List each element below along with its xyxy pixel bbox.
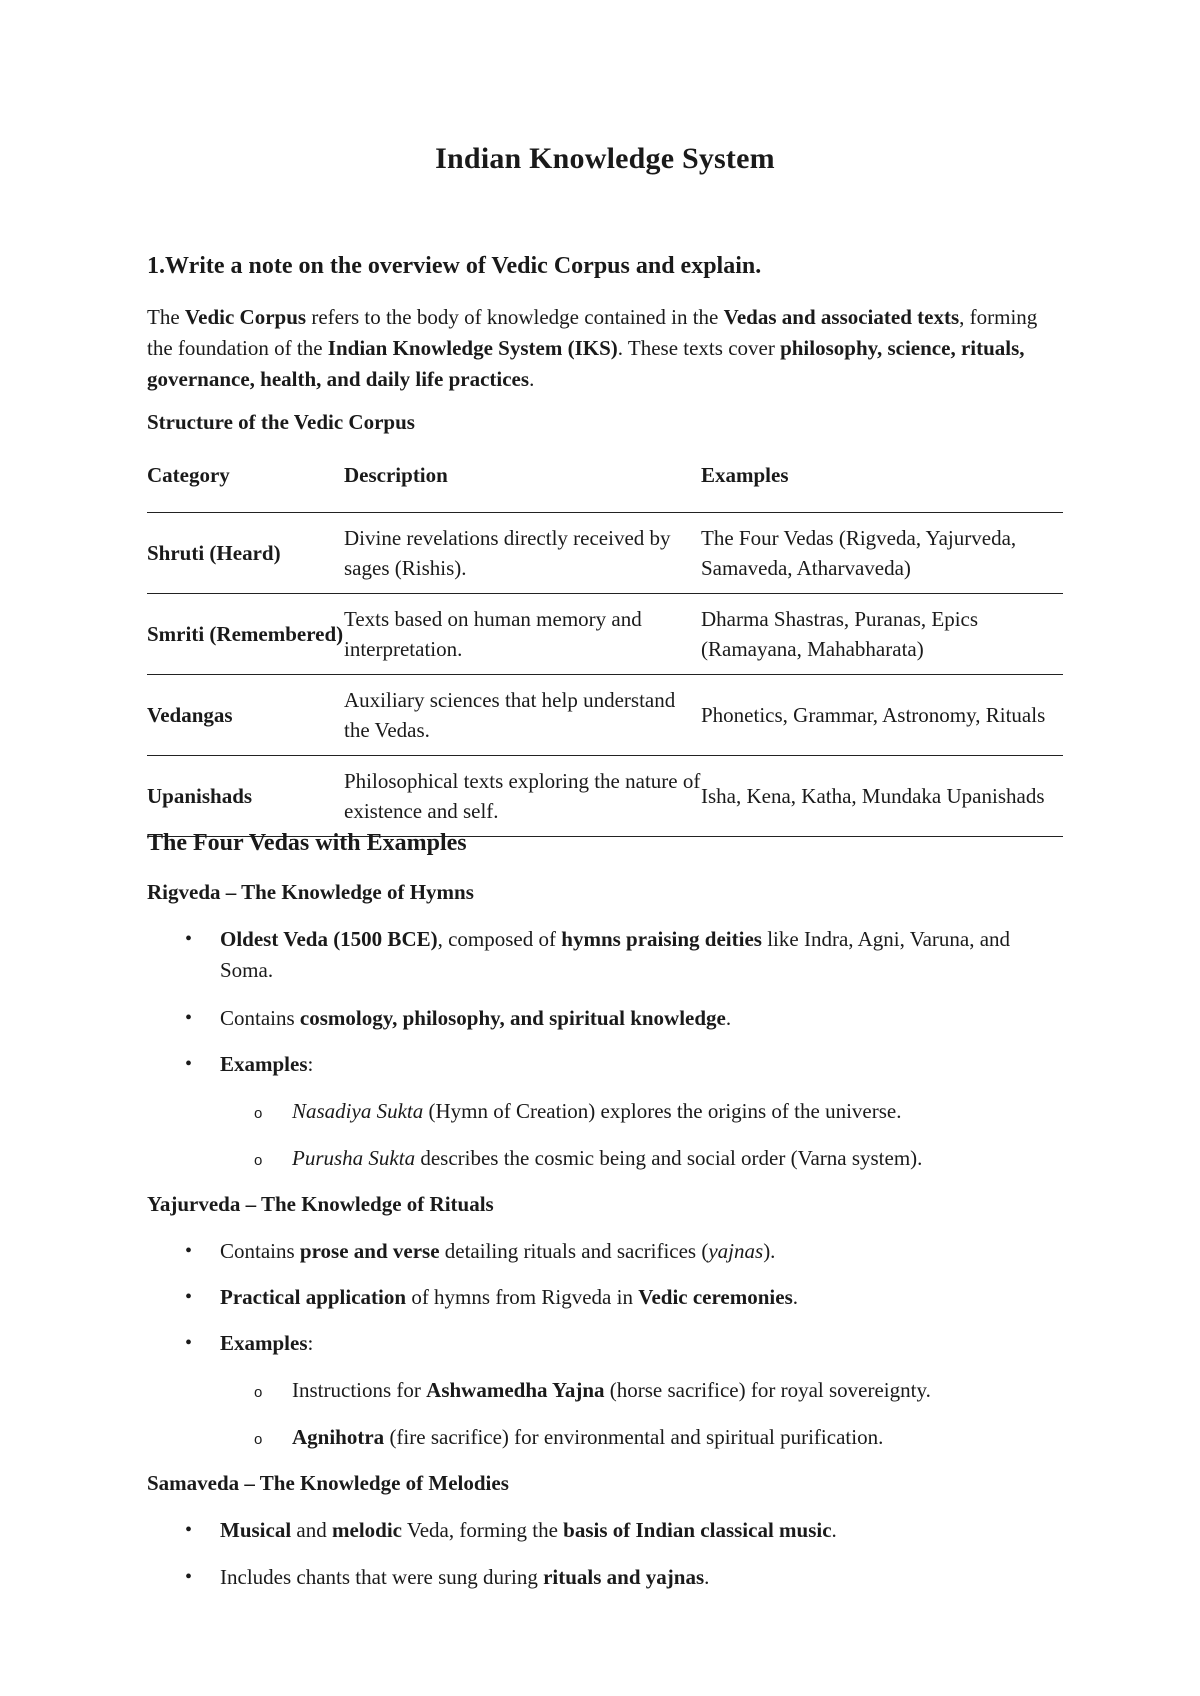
vedic-corpus-table bbox=[147, 452, 1063, 837]
table-cell-description: Texts based on human memory and interpretation. bbox=[344, 594, 701, 675]
bullet-icon: • bbox=[185, 1566, 193, 1588]
page-title: Indian Knowledge System bbox=[435, 142, 775, 175]
bullet-icon: • bbox=[185, 928, 193, 950]
table-cell-category: Upanishads bbox=[147, 756, 344, 837]
question-heading: 1.Write a note on the overview of Vedic Corpus and explain. bbox=[147, 253, 762, 279]
table-cell-examples: Dharma Shastras, Puranas, Epics (Ramayana, Mahabharata) bbox=[701, 594, 1063, 675]
bullet-icon: • bbox=[185, 1332, 193, 1354]
yajurveda-heading: Yajurveda – The Knowledge of Rituals bbox=[147, 1192, 494, 1216]
table-row bbox=[147, 594, 1063, 675]
rigveda-heading: Rigveda – The Knowledge of Hymns bbox=[147, 880, 474, 904]
table-cell-description: Auxiliary sciences that help understand the Vedas. bbox=[344, 675, 701, 756]
table-cell-description: Philosophical texts exploring the nature of existence and self. bbox=[344, 756, 701, 837]
bullet-icon: • bbox=[185, 1053, 193, 1075]
bullet-icon: • bbox=[185, 1240, 193, 1262]
table-row bbox=[147, 513, 1063, 594]
table-cell-description: Divine revelations directly received by sages (Rishis). bbox=[344, 513, 701, 594]
table-cell-category: Smriti (Remembered) bbox=[147, 594, 344, 675]
table-cell-examples: Isha, Kena, Katha, Mundaka Upanishads bbox=[701, 756, 1063, 837]
structure-heading: Structure of the Vedic Corpus bbox=[147, 410, 415, 434]
sub-bullet-icon: o bbox=[254, 1105, 263, 1122]
table-cell-examples: Phonetics, Grammar, Astronomy, Rituals bbox=[701, 675, 1063, 756]
table-cell-examples: The Four Vedas (Rigveda, Yajurveda, Samaveda, Atharvaveda) bbox=[701, 513, 1063, 594]
table-header: Category bbox=[147, 452, 344, 513]
table-header-row bbox=[147, 452, 1063, 513]
intro-paragraph: The Vedic Corpus refers to the body of knowledge contained in the Vedas and associated texts, forming the foundation of the Indian Knowledge System (IKS). These texts cover philosophy, science, rituals, governance, health, and daily life practices. bbox=[147, 305, 1038, 391]
bullet-icon: • bbox=[185, 1007, 193, 1029]
sub-bullet-icon: o bbox=[254, 1152, 263, 1169]
sub-bullet-icon: o bbox=[254, 1384, 263, 1401]
table-cell-category: Shruti (Heard) bbox=[147, 513, 344, 594]
bullet-icon: • bbox=[185, 1286, 193, 1308]
sub-bullet-icon: o bbox=[254, 1431, 263, 1448]
table-header: Examples bbox=[701, 452, 1063, 513]
bullet-icon: • bbox=[185, 1519, 193, 1541]
table-row bbox=[147, 675, 1063, 756]
four-vedas-heading: The Four Vedas with Examples bbox=[147, 830, 467, 856]
samaveda-heading: Samaveda – The Knowledge of Melodies bbox=[147, 1471, 509, 1495]
table-cell-category: Vedangas bbox=[147, 675, 344, 756]
table-header: Description bbox=[344, 452, 701, 513]
table-row bbox=[147, 756, 1063, 837]
